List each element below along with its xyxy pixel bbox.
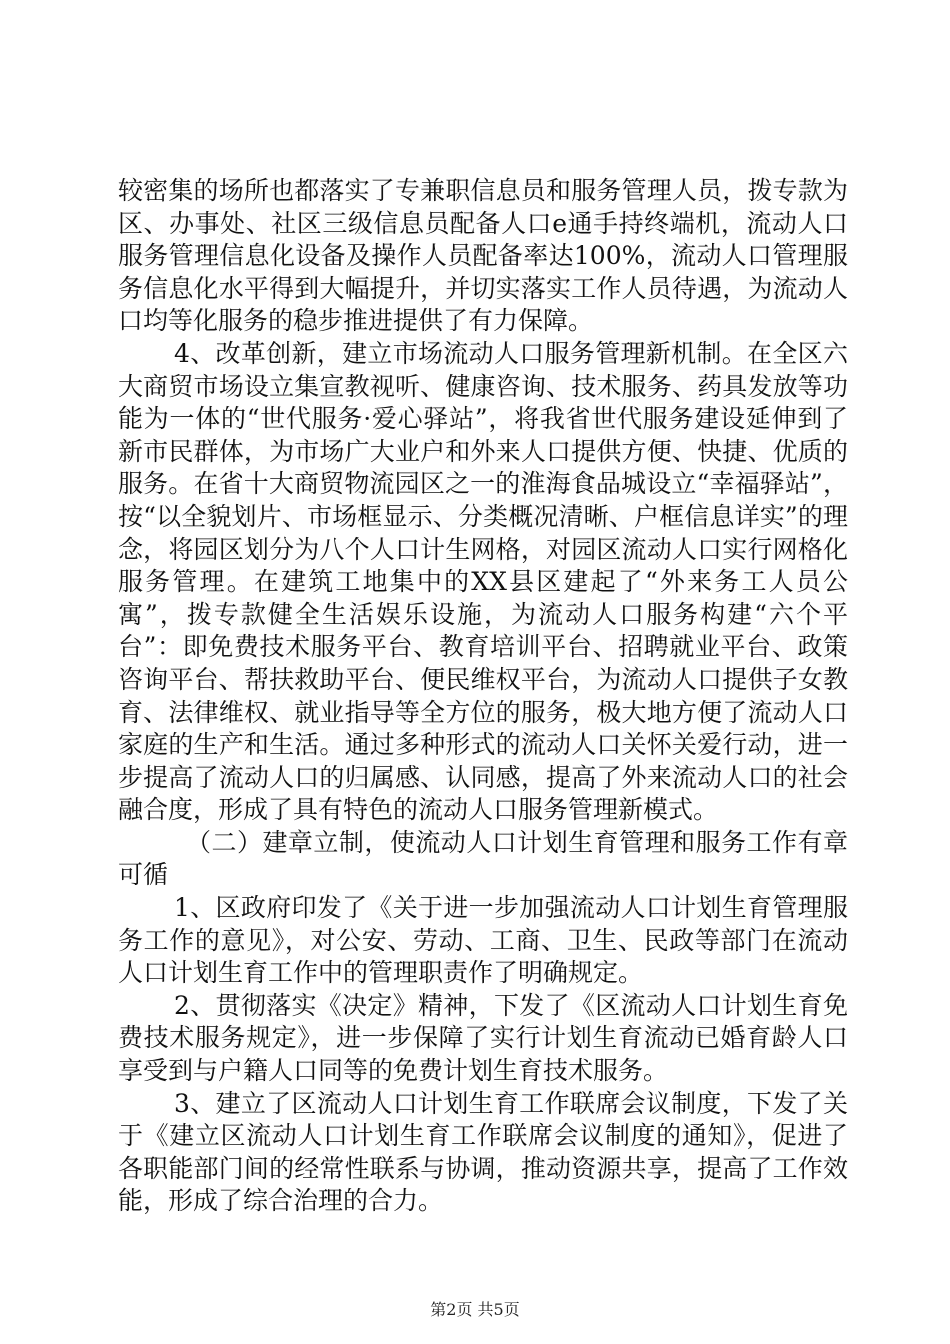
page-number-footer: 第2页 共5页 [430, 1300, 520, 1319]
section-heading-2: （二）建章立制，使流动人口计划生育管理和服务工作有章可循 [118, 827, 848, 890]
paragraph-item-4: 4、改革创新，建立市场流动人口服务管理新机制。在全区六大商贸市场设立集宣教视听、健康咨询、技术服务、药具发放等功能为一体的“世代服务·爱心驿站”，将我省世代服务建设延伸到了新市民群体，为市场广大业户和外来人口提供方便、快捷、优质的服务。在省十大商贸物流园区之一的淮海食品城设立“幸福驿站”，按“以全貌划片、市场框显示、分类概况清晰、户框信息详实”的理念，将园区划分为八个人口计生网格，对园区流动人口实行网格化服务管理。在建筑工地集中的XX县区建起了“外来务工人员公寓”，拨专款健全生活娱乐设施，为流动人口服务构建“六个平台”：即免费技术服务平台、教育培训平台、招聘就业平台、政策咨询平台、帮扶救助平台、便民维权平台，为流动人口提供子女教育、法律维权、就业指导等全方位的服务，极大地方便了流动人口家庭的生产和生活。通过多种形式的流动人口关怀关爱行动，进一步提高了流动人口的归属感、认同感，提高了外来流动人口的社会融合度，形成了具有特色的流动人口服务管理新模式。 [118, 338, 848, 825]
paragraph-item-3: 3、建立了区流动人口计划生育工作联席会议制度，下发了关于《建立区流动人口计划生育工作联席会议制度的通知》，促进了各职能部门间的经常性联系与协调，推动资源共享，提高了工作效能，形成了综合治理的合力。 [118, 1088, 848, 1216]
document-body [118, 175, 848, 1218]
paragraph-continuation: 较密集的场所也都落实了专兼职信息员和服务管理人员，拨专款为区、办事处、社区三级信息员配备人口e通手持终端机，流动人口服务管理信息化设备及操作人员配备率达100%，流动人口管理服务信息化水平得到大幅提升，并切实落实工作人员待遇，为流动人口均等化服务的稳步推进提供了有力保障。 [118, 176, 848, 336]
paragraph-item-1: 1、区政府印发了《关于进一步加强流动人口计划生育管理服务工作的意见》，对公安、劳动、工商、卫生、民政等部门在流动人口计划生育工作中的管理职责作了明确规定。 [118, 893, 848, 988]
paragraph-item-2: 2、贯彻落实《决定》精神，下发了《区流动人口计划生育免费技术服务规定》，进一步保障了实行计划生育流动已婚育龄人口享受到与户籍人口同等的免费计划生育技术服务。 [118, 990, 848, 1086]
